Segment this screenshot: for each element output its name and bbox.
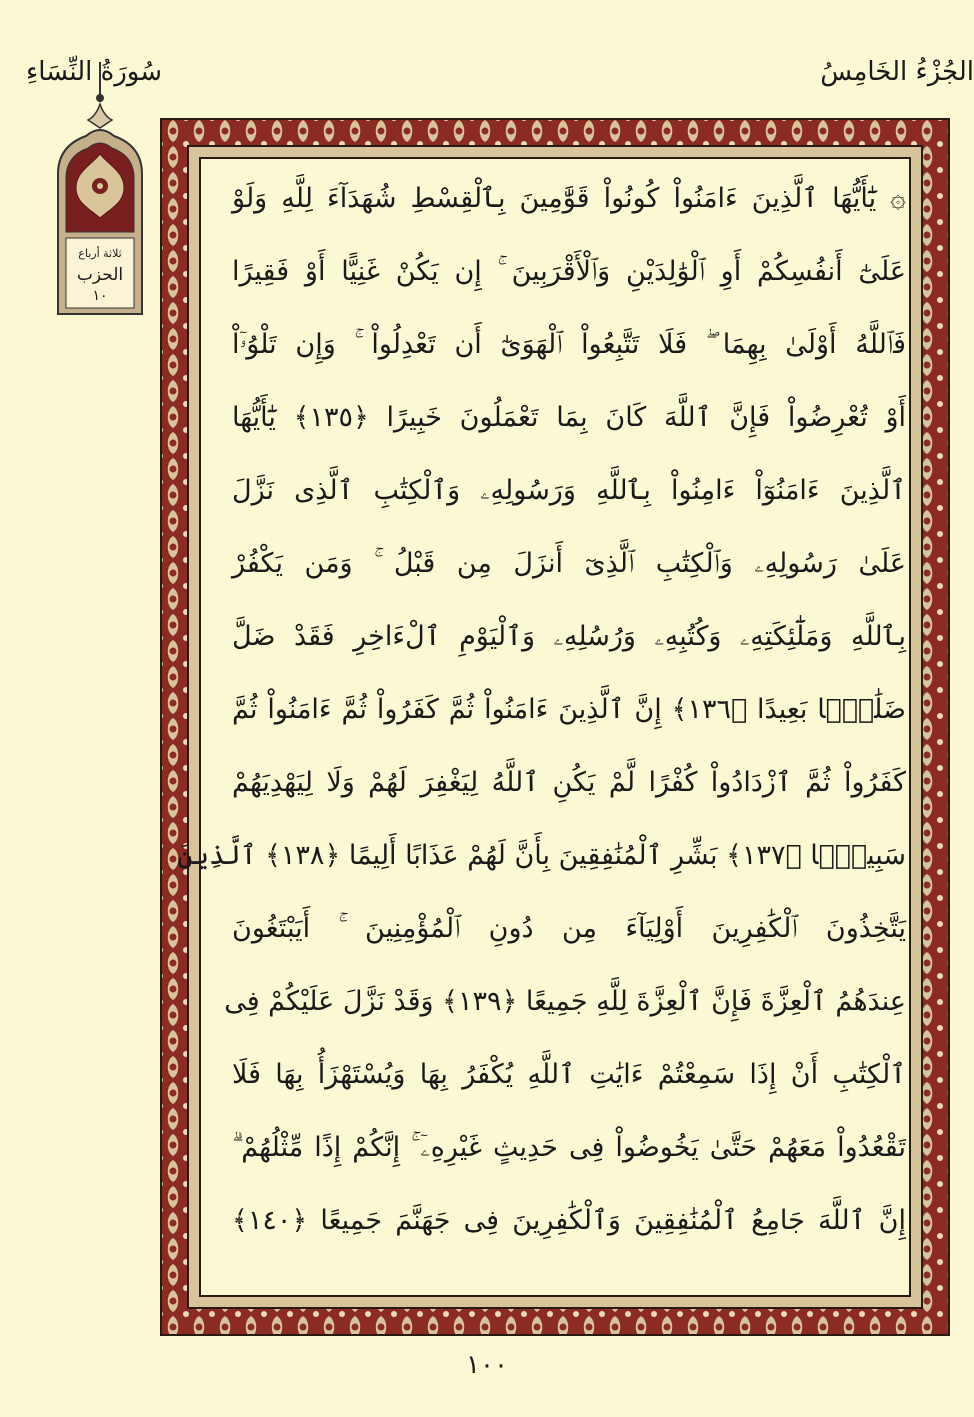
text-line: ٱلْكِتَٰبِ أَنْ إِذَا سَمِعْتُمْ ءَايَٰتِ ٱللَّهِ يُكْفَرُ بِهَا وَيُسْتَهْزَأُ بِهَا فَلَا: [232, 1059, 906, 1090]
surah-name: سُورَةُ النِّسَاءِ: [26, 57, 162, 87]
hizb-word: الحزب: [76, 265, 124, 285]
page-header: [0, 55, 974, 95]
text-line: ٱلَّذِينَ ءَامَنُوٓاْ ءَامِنُواْ بِٱللَّهِ وَرَسُولِهِۦ وَٱلْكِتَٰبِ ٱلَّذِى نَزَّلَ: [232, 475, 906, 506]
text-line: كَفَرُواْ ثُمَّ ٱزْدَادُواْ كُفْرًا لَّمْ يَكُنِ ٱللَّهُ لِيَغْفِرَ لَهُمْ وَلَا لِيَهْدِيَهُمْ: [232, 767, 906, 798]
hizb-number: ١٠: [92, 288, 108, 304]
text-line: ۞ يَٰٓأَيُّهَا ٱلَّذِينَ ءَامَنُواْ كُونُواْ قَوَّٰمِينَ بِٱلْقِسْطِ شُهَدَآءَ لِلَّهِ وَلَوْ: [232, 183, 906, 214]
quran-text: [177, 162, 906, 1302]
hizb-marker: [54, 62, 146, 304]
page-number: ١٠٠: [466, 1350, 508, 1380]
hizb-fraction: ثلاثة أرباع: [78, 247, 122, 260]
text-line: سَبِيلًۢا ﴿١٣٧﴾ بَشِّرِ ٱلْمُنَٰفِقِينَ بِأَنَّ لَهُمْ عَذَابًا أَلِيمًا ﴿١٣٨﴾ ٱلَّذِينَ: [177, 840, 906, 871]
text-line: يَتَّخِذُونَ ٱلْكَٰفِرِينَ أَوْلِيَآءَ مِن دُونِ ٱلْمُؤْمِنِينَ ۚ أَيَبْتَغُونَ: [232, 913, 906, 944]
text-line: تَقْعُدُواْ مَعَهُمْ حَتَّىٰ يَخُوضُواْ فِى حَدِيثٍ غَيْرِهِۦٓ ۚ إِنَّكُمْ إِذًا مِّثْلُهُمْ ۗ: [232, 1132, 906, 1163]
juz-name: الجُزْءُ الخَامِسُ: [820, 57, 974, 87]
text-line: إِنَّ ٱللَّهَ جَامِعُ ٱلْمُنَٰفِقِينَ وَٱلْكَٰفِرِينَ فِى جَهَنَّمَ جَمِيعًا ﴿١٤٠﴾: [232, 1205, 906, 1236]
text-line: أَوْ تُعْرِضُواْ فَإِنَّ ٱللَّهَ كَانَ بِمَا تَعْمَلُونَ خَبِيرًا ﴿١٣٥﴾ يَٰٓأَيُّهَا: [232, 402, 906, 433]
text-line: ضَلَٰلًۢا بَعِيدًا ﴿١٣٦﴾ إِنَّ ٱلَّذِينَ ءَامَنُواْ ثُمَّ كَفَرُواْ ثُمَّ ءَامَنُواْ ثُمَّ: [232, 694, 906, 725]
text-line: عَلَىٰٓ أَنفُسِكُمْ أَوِ ٱلْوَٰلِدَيْنِ وَٱلْأَقْرَبِينَ ۚ إِن يَكُنْ غَنِيًّا أَوْ فَقِيرًا: [232, 256, 906, 287]
text-line: عَلَىٰ رَسُولِهِۦ وَٱلْكِتَٰبِ ٱلَّذِىٓ أَنزَلَ مِن قَبْلُ ۚ وَمَن يَكْفُرْ: [232, 548, 906, 579]
text-line: عِندَهُمُ ٱلْعِزَّةَ فَإِنَّ ٱلْعِزَّةَ لِلَّهِ جَمِيعًا ﴿١٣٩﴾ وَقَدْ نَزَّلَ عَلَيْكُمْ فِى: [224, 986, 906, 1017]
text-line: بِٱللَّهِ وَمَلَٰٓئِكَتِهِۦ وَكُتُبِهِۦ وَرُسُلِهِۦ وَٱلْيَوْمِ ٱلْءَاخِرِ فَقَدْ ضَلَّ: [232, 621, 906, 652]
text-line: فَٱللَّهُ أَوْلَىٰ بِهِمَا ۖ فَلَا تَتَّبِعُواْ ٱلْهَوَىٰٓ أَن تَعْدِلُواْ ۚ وَإِن تَلْوُۥٓاْ: [232, 329, 906, 360]
